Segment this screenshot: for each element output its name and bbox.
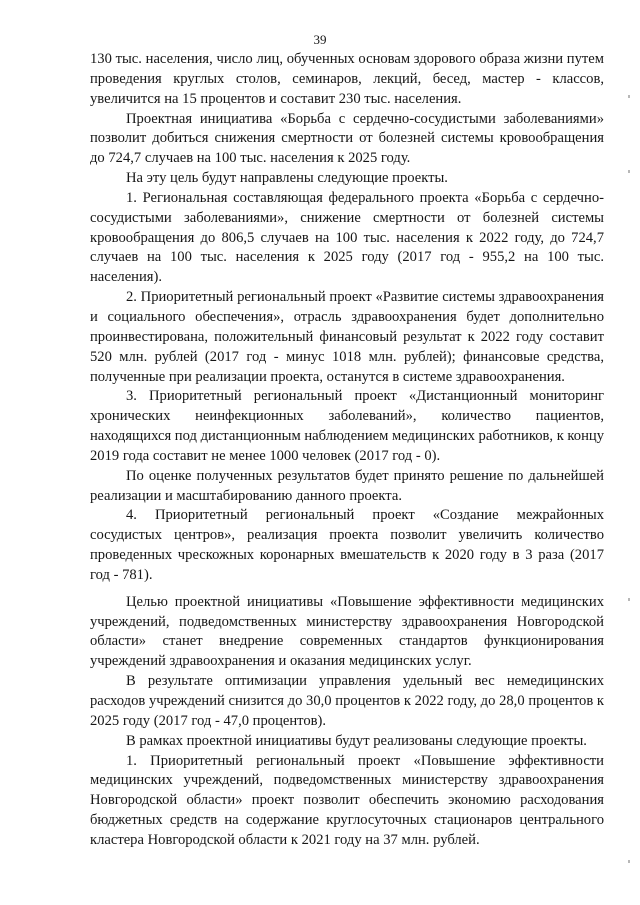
paragraph-2: Проектная инициатива «Борьба с сердечно-сосудистыми заболеваниями» позволит добиться снижения смертности от болезней системы кровообращения до 724,7 случаев на 100 тыс. населения к 2025 году. [90,110,604,167]
paragraph-5: 2. Приоритетный региональный проект «Развитие системы здравоохранения и социального обеспечения», отрасль здравоохранения будет дополнительно проинвестирована, положительный финансовый результат к 2022 году составит 520 млн. рублей (2017 год - минус 1018 млн. рублей); финансовые средства, полученные при реализации проекта, останутся в системе здравоохранения. [90,289,604,385]
document-body [90,50,604,851]
paragraph-12: 1. Приоритетный региональный проект «Повышение эффективности медицинских учреждений, подведомственных министерству здравоохранения Новгородской области» проект позволит обеспечить экономию расходования бюджетных средств на содержание круглосуточных стационаров центрального кластера Новгородской области к 2021 году на 37 млн. рублей. [90,752,604,848]
paragraph-9: Целью проектной инициативы «Повышение эффективности медицинских учреждений, подведомственных министерству здравоохранения Новгородской области» станет внедрение современных стандартов функционирования учреждений здравоохранения и оказания медицинских услуг. [90,593,604,670]
scan-speck [628,598,630,601]
paragraph-11: В рамках проектной инициативы будут реализованы следующие проекты. [126,732,587,749]
scan-speck [628,95,630,98]
paragraph-7: По оценке полученных результатов будет принято решение по дальнейшей реализации и масштабированию данного проекта. [90,467,604,504]
paragraph-4: 1. Региональная составляющая федерального проекта «Борьба с сердечно-сосудистыми заболеваниями», снижение смертности от болезней системы кровообращения до 806,5 случаев на 100 тыс. населения к 2022 году, до 724,7 случаев на 100 тыс. населения к 2025 году (2017 год - 955,2 на 100 тыс. населения). [90,189,604,286]
scan-speck [628,170,630,173]
scan-speck [628,860,630,863]
paragraph-8: 4. Приоритетный региональный проект «Создание межрайонных сосудистых центров», реализация проекта позволит увеличить количество проведенных чрескожных коронарных вмешательств к 2020 году в 3 раза (2017 год - 781). [90,507,604,583]
paragraph-3: На эту цель будут направлены следующие проекты. [126,170,448,187]
paragraph-10: В результате оптимизации управления удельный вес немедицинских расходов учреждений снизится до 30,0 процентов к 2022 году, до 28,0 процентов к 2025 году (2017 год - 47,0 процентов). [90,673,604,729]
page-number: 39 [313,32,327,47]
paragraph-6: 3. Приоритетный региональный проект «Дистанционный мониторинг хронических неинфекционных заболеваний», количество пациентов, находящихся под дистанционным наблюдением медицинских работников, к концу 2019 года составит не менее 1000 человек (2017 год - 0). [90,388,604,464]
paragraph-1: 130 тыс. населения, число лиц, обученных основам здорового образа жизни путем проведения круглых столов, семинаров, лекций, бесед, мастер - классов, увеличится на 15 процентов и составит 230 тыс. населения. [90,51,604,107]
